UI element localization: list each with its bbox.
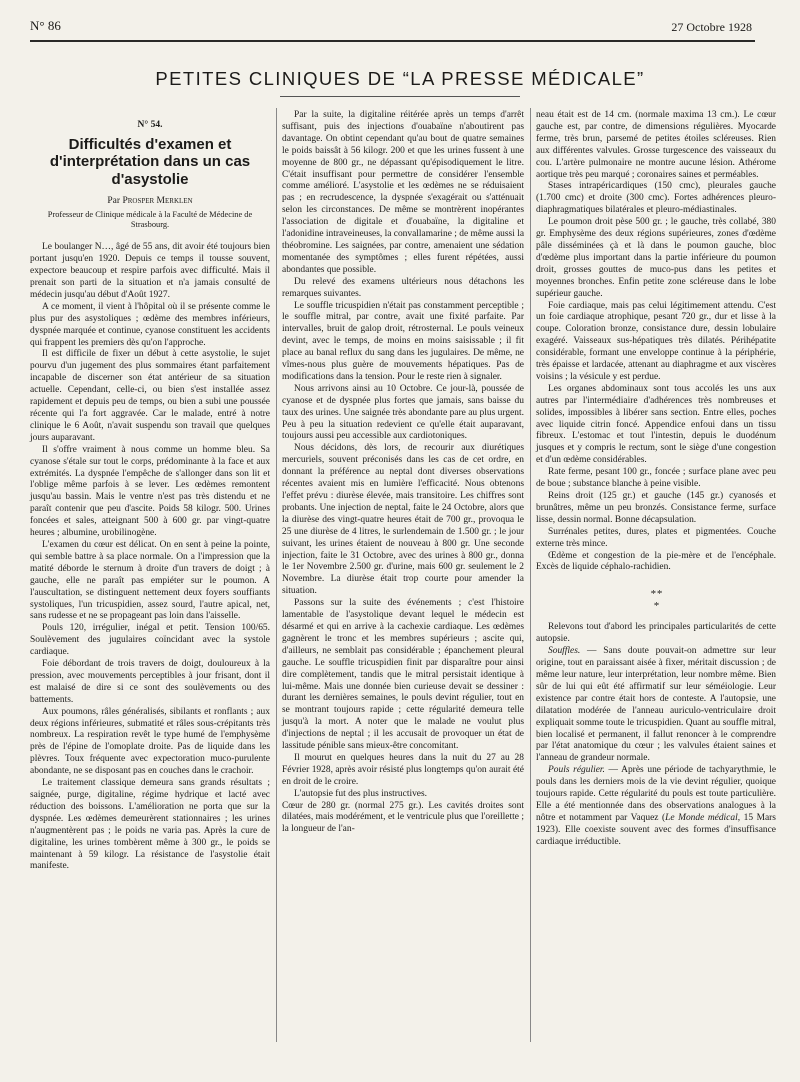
column-1 [30, 110, 270, 873]
paragraph: Le poumon droit pèse 500 gr. ; le gauche, très collabé, 380 gr. Emphysème des deux régions supérieures, zones d'œdème pâle disséminées çà et là dans le poumon gauche, bloc d'œdème plus important dans la partie inférieure du poumon droit, grosses gouttes de muco-pus dans les petites et moyennes bronches. Enfin petite zone scléreuse dans le lobe supérieur gauche. [536, 217, 776, 299]
paragraph: Il est difficile de fixer un début à cette asystolie, le sujet pourvu d'un jugement des plus sommaires étant parfaitement incapable de discerner son état antérieur de sa situation actuelle. Cependant, celle-ci, ou bien s'est installée assez rapidement et depuis peu de temps, ou bien a subi une poussée récente qui l'a fort aggravée. Car le malade, entré à notre clinique le 6 Août, n'avait suspendu son travail que quelques jours auparavant. [30, 349, 270, 443]
paragraph: Nous arrivons ainsi au 10 Octobre. Ce jour-là, poussée de cyanose et de dyspnée plus fortes que jamais, sans baisse du taux des urines. Une saignée très abondante pare au plus urgent. Peu à peu la situation redevient ce qu'elle était auparavant, toujours aussi peu accessible aux cardiotoniques. [282, 383, 524, 442]
article-title: Difficultés d'examen et d'interprétation dans un cas d'asystolie [49, 135, 251, 188]
byline [30, 196, 270, 208]
paragraph: Le traitement classique demeura sans grands résultats ; saignée, purge, digitaline, régime hydrique et lacté avec réduction des boissons. L'amélioration ne porta que sur la dyspnée. Les œdèmes demeurèrent stationnaires ; les urines n'augmentèrent pas ; le poids ne varia pas. Après la cure de digitaline, les urines tombèrent même à 300 gr., le poids se maintenant à 59 kilogr. La résistance de l'asystolie était manifeste. [30, 778, 270, 872]
paragraph: Il s'offre vraiment à nous comme un homme bleu. Sa cyanose s'étale sur tout le corps, prédominante à la face et aux extrémités. La dyspnée l'empêche de s'allonger dans son lit et l'oblige même parfois à se lever. Les œdèmes remontent jusqu'au bassin. Mais le ventre n'est pas très distendu et ne paraît contenir que peu d'ascite. Poids 58 kilogr. 500. Urines foncées et sales, atteignant 500 à 600 gr. par vingt-quatre heures ; albumine, urobilinogène. [30, 444, 270, 539]
paragraph: Foie cardiaque, mais pas celui légitimement attendu. C'est un foie cardiaque atrophique, pesant 720 gr., dur et lisse à la coupe. Coloration bronze, consistance dure, dessin lobulaire exagéré. Vaisseaux sus-hépatiques très dilatés. Périhépatite considérable, formant une enveloppe continue à la périphérie, très épaisse et lardacée, attenant au diaphragme et aux viscères voisins ; la vésicule y est perdue. [536, 300, 776, 382]
paragraph-pouls [536, 765, 776, 848]
paragraph: Surrénales petites, dures, plates et pigmentées. Couche externe très mince. [536, 526, 776, 549]
paragraph-text: — Sans doute pouvait-on admettre sur leur origine, tout en paraissant aisée à fixer, méritait discussion ; de même leur nature, leur interprétation, leur nombre même. Bien sûr de lui qui eût été affirmatif sur leur séméiologie. Leur existence par contre était hors de conteste. A l'autopsie, une dilatation modérée de l'anneau auriculo-ventriculaire droit expliquait somme toute le tricuspidien. Quant au souffle mitral, bien localisé et permanent, il fallut renoncer à le comprendre par l'état anatomique du cœur ; les valvules étaient saines et l'anneau de grandeur normale. [536, 646, 776, 764]
header-rule [30, 40, 755, 42]
paragraph: A ce moment, il vient à l'hôpital où il se présente comme le plus pur des asystoliques ; œdème des membres inférieurs, dyspnée marquée et continue, cyanose constituent les accidents qui frappent les premiers dès qu'on l'approche. [30, 301, 270, 348]
paragraph: Passons sur la suite des événements ; c'est l'histoire lamentable de l'asystolique devant lequel le médecin est désarmé et qui en arrive à la cachexie cardiaque. Les œdèmes gagnèrent le tronc et les membres supérieurs ; ascite qui, d'ailleurs, ne semblait pas considérable ; épanchement pleural gauche. Le souffle tricuspidien finit par disparaître pour ainsi dire complètement, tandis que le mitral persistait identique à lui-même. Mais une donnée bien curieuse devait se dessiner : durant les dernières semaines, le pouls devint régulier, tout en se montrant toujours rapide ; cette régularité demeura telle jusqu'à la mort. A noter que le malade ne voulut plus d'injections de neptal ; il les accusait de provoquer un état de lassitude pénible sans mieux-être concomitant. [282, 598, 524, 752]
paragraph: Reins droit (125 gr.) et gauche (145 gr.) cyanosés et brunâtres, même un peu bronzés. Consistance ferme, surface lisse, dessin normal. Bonne décapsulation. [536, 491, 776, 525]
paragraph: Le boulanger N…, âgé de 55 ans, dit avoir été toujours bien portant jusqu'en 1920. Depuis ce temps il tousse souvent, expectore beaucoup et respire parfois avec difficulté. Mais il prenait son parti de la situation et n'a jamais consulté de médecin jusqu'au début d'Août 1927. [30, 242, 270, 300]
paragraph: Œdème et congestion de la pie-mère et de l'encéphale. Excès de liquide céphalo-rachidien. [536, 550, 776, 573]
issue-number: N° 86 [30, 18, 61, 33]
paragraph: Le souffle tricuspidien n'était pas constamment perceptible ; le souffle mitral, par contre, avait une fixité parfaite. Par intervalles, bruit de galop droit, rétrosternal. Le pouls veineux devint, avec le temps, de moins en moins saisissable ; il fit place au banal reflux du sang dans les jugulaires. De même, ne vîmes-nous plus guère de mouvements hépatiques. Pas de modifications dans la tension. Pour le reste rien à signaler. [282, 300, 524, 382]
paragraph: Rate ferme, pesant 100 gr., foncée ; surface plane avec peu de boue ; substance blanche à peine visible. [536, 467, 776, 490]
paragraph: Aux poumons, râles généralisés, sibilants et ronflants ; aux deux régions inférieures, submatité et râles sous-crépitants très nombreux. La respiration revêt le type humé de l'emphysème près de l'épine de l'omoplate droite. Pas de liquide dans les plèvres. Toux fréquente avec expectoration muco-purulente abondante, ne se disposant pas en couches dans le crachoir. [30, 706, 270, 777]
column-2 [282, 110, 524, 836]
paragraph: Les organes abdominaux sont tous accolés les uns aux autres par l'intermédiaire d'adhérences très nombreuses et solides, impossibles à libérer sans section. Entre elles, poches avec liquide citrin foncé. Appendice enfoui dans un tissu fibreux. L'estomac et tout l'intestin, depuis le duodénum jusques et y compris le rectum, sont le siège d'une congestion et d'un œdème considérables. [536, 383, 776, 466]
author-name: Prosper Merklen [122, 196, 193, 207]
paragraph: Par la suite, la digitaline réitérée après un temps d'arrêt suffisant, puis des injections d'ouabaïne n'aboutirent pas davantage. On obtint cependant qu'au bout de quatre semaines le poids baissât à 56 kilogr. 200 et que les urines fussent à une moyenne de 800 gr., ne dépassant qu'épisodiquement le litre. C'était insuffisant pour permettre de considérer l'ensemble comme amélioré. L'asystolie et les œdèmes ne se réduisaient pas ; en recrudescence, la dyspnée s'exagérait ou s'atténuait selon les circonstances. De même se montrèrent inopérantes l'association de digitale et d'ouabaïne, la digitaline et l'adonidine intraveineuses, la convallamarine ; de même aussi la théobromine. Les saignées, par contre, amenaient une sédation momentanée des symptômes ; elles furent répétées, aussi abondantes que possible. [282, 110, 525, 275]
paragraph: Stases intrapéricardiques (150 cmc), pleurales gauche (1.700 cmc) et droite (300 cmc). Fortes adhérences pleuro-diaphragmatiques bilatérales et pleuro-médiastinales. [536, 181, 776, 216]
paragraph: Pouls 120, irrégulier, inégal et petit. Tension 100/65. Soulèvement des jugulaires coïncidant avec la systole cardiaque. [30, 623, 270, 658]
paragraph-souffles [536, 646, 776, 765]
paragraph-text: , 15 Mars 1923). Elle coexiste souvent avec des formes d'insuffisance cardiaque irréductible. [536, 812, 776, 847]
paragraph: L'autopsie fut des plus instructives. [294, 788, 428, 799]
subheading: Pouls régulier. [548, 765, 605, 776]
paragraph-text: — Après une période de tachyarythmie, le pouls dans les derniers mois de la vie devint régulier, quoique toujours rapide. Cette régularité du pouls est toute particulière. Elle a été mentionnée dans des observations analogues à la nôtre et notamment par Vaquez ( [536, 765, 777, 823]
section-title: PETITES CLINIQUES DE “LA PRESSE MÉDICALE” [155, 68, 645, 89]
citation: Le Monde médical [665, 812, 738, 823]
paragraph: Nous décidons, dès lors, de recourir aux diurétiques mercuriels, souvent préconisés dans les cas de cet ordre, en donnant la préférence au neptal dont diverses observations récentes avaient mis en lumière l'efficacité. Nous obtenons l'effet prévu : diurèse élevée, mais transitoire. Les chiffres sont probants. Une injection de neptal, faite le 24 Octobre, alors que la diurèse des vingt-quatre heures était de 700 gr., provoqua le 25 une diurèse de 4 litres, le surlendemain de 1.500 gr. ; le jour suivant, les urines étaient de nouveau à 800 gr. Une seconde injection, faite le 31 Octobre, avec des urines à 800 gr., donna le 1er Novembre 2.500 gr. d'urine, mais 600 gr. seulement le 2 Novembre. La diurèse était trop courte pour amender la situation. [282, 443, 524, 597]
separator-stars: * * * [650, 588, 662, 613]
column-rule [276, 108, 277, 1042]
paragraph: Relevons tout d'abord les principales particularités de cette autopsie. [536, 622, 776, 645]
subheading: Souffles. [548, 646, 581, 657]
section-separator [536, 588, 776, 612]
column-rule [530, 108, 531, 1042]
column-3 [536, 110, 776, 849]
paragraph: neau était est de 14 cm. (normale maxima 13 cm.). Le cœur gauche est, par contre, de dimensions régulières. Myocarde ferme, très brun, parsemé de petites étoiles scléreuses. Rien aux différentes valvules. Grosse turgescence des vaisseaux du cou. L'artère pulmonaire ne montre aucune lésion. Athérome aortique très peu marqué ; coronaires saines et perméables. [536, 110, 776, 180]
issue-date: 27 Octobre 1928 [671, 20, 752, 34]
byline-prefix: Par [107, 196, 121, 207]
paragraph: Du relevé des examens ultérieurs nous détachons les remarques suivantes. [282, 276, 524, 299]
article-number: N° 54. [137, 120, 163, 130]
paragraph: Foie débordant de trois travers de doigt, douloureux à la pression, avec mouvements perceptibles à jour frisant, dont il est malaisé de dire si ce sont des soulèvements ou des battements. [30, 659, 270, 705]
paragraph: Il mourut en quelques heures dans la nuit du 27 au 28 Février 1928, après avoir résisté plus longtemps qu'on aurait été en droit de le croire. [282, 752, 524, 787]
author-affiliation: Professeur de Clinique médicale à la Faculté de Médecine de Strasbourg. [47, 210, 253, 230]
paragraph: Cœur de 280 gr. (normal 275 gr.). Les cavités droites sont dilatées, mais modérément, et le ventricule plus que l'oreillette ; la longueur de l'an- [282, 800, 524, 835]
title-rule [280, 96, 520, 97]
paragraph: L'examen du cœur est délicat. On en sent à peine la pointe, qui semble battre à sa place normale. On a l'impression que la matité déborde le sternum à droite d'un travers de doigt ; à gauche, elle ne paraît pas empiéter sur le poumon. A l'auscultation, se distinguent nettement deux foyers souffiants systoliques, l'un tricuspidien, assez sourd, l'autre apical, net, sans rudesse et ne se propageant pas loin dans l'aisselle. [30, 539, 270, 622]
